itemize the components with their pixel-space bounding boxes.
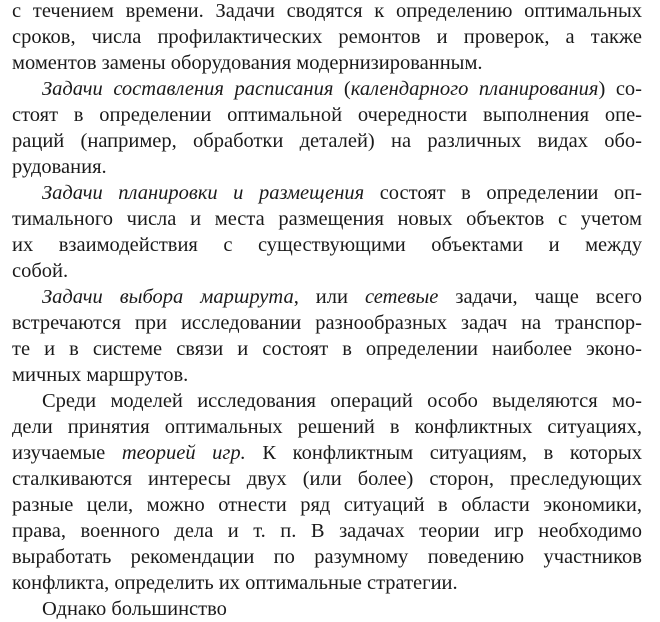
text-line bbox=[42, 284, 642, 310]
text-line bbox=[12, 362, 642, 388]
text-segment: моментов замены оборудования модернизированным. bbox=[12, 52, 483, 74]
text-line bbox=[12, 544, 642, 570]
italic-term: календарного планирования bbox=[350, 78, 599, 100]
text-segment: ) со- bbox=[598, 78, 642, 100]
text-segment: состоят в определении оп- bbox=[364, 182, 642, 204]
text-line bbox=[12, 440, 642, 466]
text-segment: К конфликтным ситуациям, в которых bbox=[245, 442, 643, 464]
italic-term: Задачи выбора маршрута bbox=[42, 286, 294, 308]
text-line bbox=[12, 570, 642, 596]
text-segment: те и в системе связи и состоят в определении наиболее эконо- bbox=[12, 338, 642, 360]
text-line bbox=[12, 258, 642, 284]
text-line bbox=[12, 154, 642, 180]
text-segment: дели принятия оптимальных решений в конфликтных ситуациях, bbox=[12, 416, 642, 438]
text-segment: стоят в определении оптимальной очередности выполнения опе- bbox=[12, 104, 642, 126]
text-segment: выработать рекомендации по разумному поведению участников bbox=[12, 546, 642, 568]
text-segment: , или bbox=[293, 286, 365, 308]
text-segment: Среди моделей исследования операций особо выделяются мо- bbox=[42, 390, 642, 412]
text-segment: ( bbox=[333, 78, 351, 100]
text-segment: рудования. bbox=[12, 156, 107, 178]
italic-term: теорией игр. bbox=[121, 442, 246, 464]
text-line bbox=[12, 232, 642, 258]
text-line bbox=[42, 180, 642, 206]
text-line bbox=[12, 310, 642, 336]
text-line bbox=[12, 102, 642, 128]
text-segment: тимального числа и места размещения новых объектов с учетом bbox=[12, 208, 642, 230]
text-line bbox=[12, 50, 642, 76]
text-line bbox=[12, 414, 642, 440]
text-line bbox=[42, 76, 642, 102]
text-segment: сроков, числа профилактических ремонтов и проверок, а также bbox=[12, 26, 642, 48]
text-segment: собой. bbox=[12, 260, 69, 282]
text-line bbox=[12, 206, 642, 232]
italic-term: сетевые bbox=[364, 286, 439, 308]
text-segment: мичных маршрутов. bbox=[12, 364, 189, 386]
text-segment: права, военного дела и т. п. В задачах теории игр необходимо bbox=[12, 520, 642, 542]
text-line bbox=[42, 388, 642, 414]
text-line bbox=[12, 518, 642, 544]
italic-term: Задачи планировки и размещения bbox=[42, 182, 365, 204]
text-segment: раций (например, обработки деталей) на различных видах обо- bbox=[12, 130, 642, 152]
text-segment: их взаимодействия с существующими объектами и между bbox=[12, 234, 642, 256]
text-segment: сталкиваются интересы двух (или более) сторон, преследующих bbox=[12, 468, 642, 490]
text-segment: встречаются при исследовании разнообразных задач на транспор- bbox=[12, 312, 642, 334]
text-segment: с течением времени. Задачи сводятся к определению оптимальных bbox=[12, 0, 642, 22]
text-segment: разные цели, можно отнести ряд ситуаций в области экономики, bbox=[12, 494, 642, 516]
text-segment: изучаемые bbox=[12, 442, 122, 464]
text-segment: задачи, чаще всего bbox=[438, 286, 643, 308]
italic-term: Задачи составления расписания bbox=[42, 78, 334, 100]
text-line bbox=[12, 24, 642, 50]
text-line bbox=[42, 596, 642, 622]
text-segment: конфликта, определить их оптимальные стратегии. bbox=[12, 572, 458, 594]
text-segment: Однако большинство bbox=[42, 598, 227, 620]
text-line bbox=[12, 466, 642, 492]
text-line bbox=[12, 492, 642, 518]
text-line bbox=[12, 336, 642, 362]
text-line bbox=[12, 128, 642, 154]
text-line bbox=[12, 0, 642, 24]
